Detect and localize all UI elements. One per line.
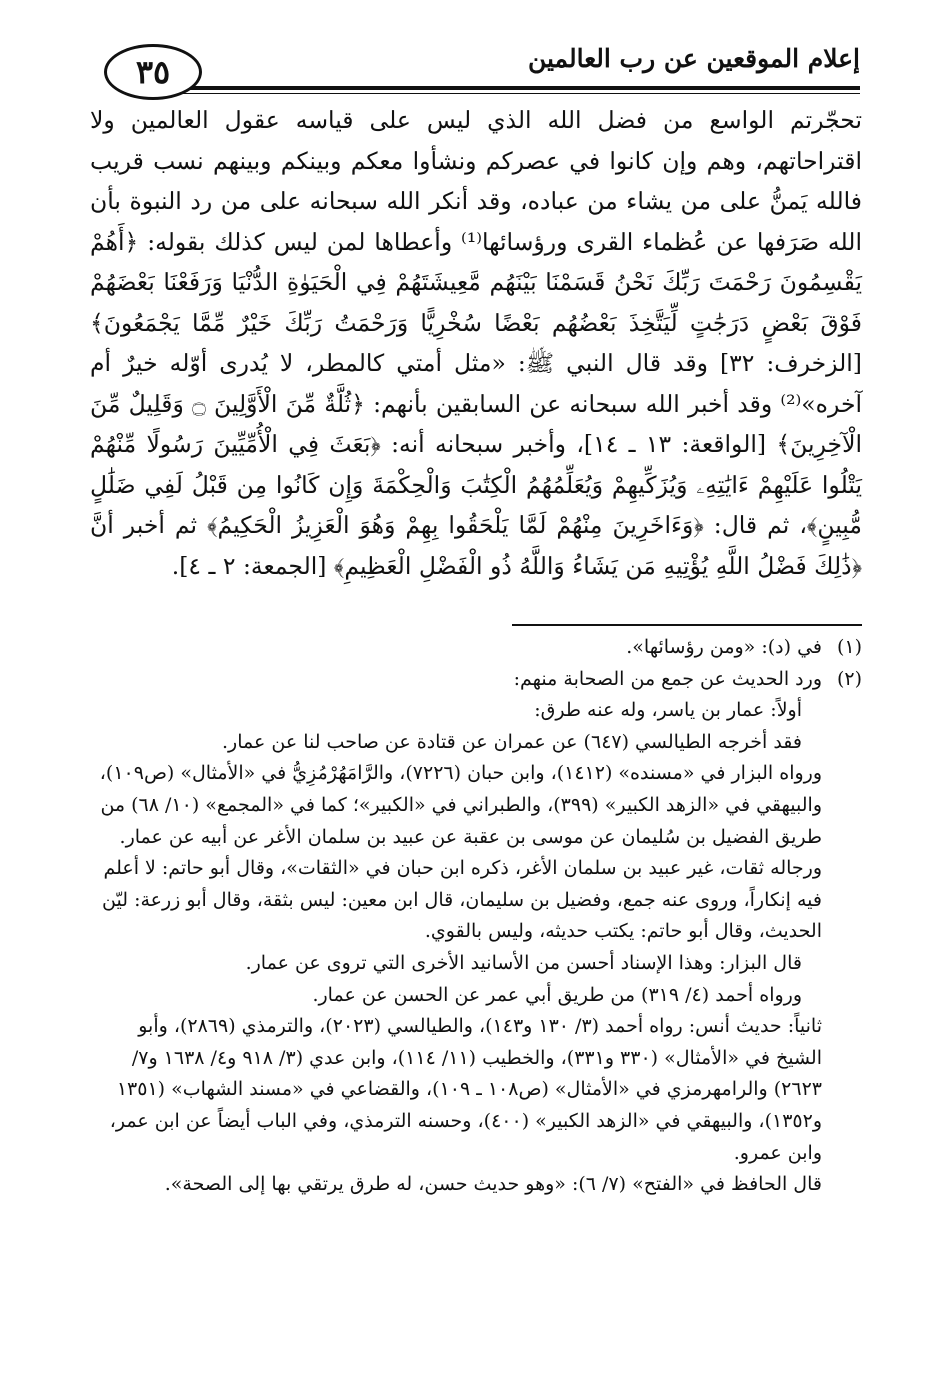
footnote-1-marker: (١) [836,636,862,658]
page-number-badge: ٣٥ [104,44,202,100]
footnote-2-para-8: قال الحافظ في «الفتح» (٧/ ٦): «وهو حديث حسن، له طرق يرتقي بها إلى الصحة». [164,1173,822,1196]
footnote-2-para-7: ثانياً: حديث أنس: رواه أحمد (٣/ ١٣٠ و١٤٣)، والطيالسي (٢٠٢٣)، والترمذي (٢٨٦٩)، وأبو الشيخ في «الأمثال» (٣٣٠ و٣٣١)، والخطيب (١١/ ١١٤)، وابن عدي (٣/ ٩١٨ و٤/ ١٦٣٨ و٧/ ٢٦٢٣) والرامهرمزي في «الأمثال» (ص١٠٨ ـ ١٠٩)، والقضاعي في «مسند الشهاب» (١٣٥١ و١٣٥٢)، والبيهقي في «الزهد الكبير» (٤٠٠)، وحسنه الترمذي، وفي الباب أيضاً عن ابن عمر، وابن عمرو. [109,1015,822,1164]
page-header [88,36,860,96]
footnote-2-para-2: فقد أخرجه الطيالسي (٦٤٧) عن عمران عن قتادة عن صاحب لنا عن عمار. [221,730,802,753]
footnote-1-text: في (د): «ومن رؤسائها». [626,636,822,658]
footnote-2-para-5: قال البزار: وهذا الإسناد أحسن من الأسانيد الأخرى التي تروى عن عمار. [245,951,802,974]
footnote-1 [88,632,862,664]
footnote-2 [88,664,862,696]
header-rule-thin [178,93,860,94]
footnotes [88,632,862,1201]
footnote-2-marker: (٢) [836,667,862,690]
footnote-2-text: ورد الحديث عن جمع من الصحابة منهم: [513,667,822,690]
footnote-2-para-4: ورجاله ثقات، غير عبيد بن سلمان الأغر، ذكره ابن حبان في «الثقات»، وقال أبو حاتم: لا أعلم فيه إنكاراً، وروى عنه جمع، وفضيل بن سليمان، قال ابن معين: ليس بثقة، وقال أبو زرعة: ليّن الحديث، وقال أبو حاتم: يكتب حديثه، وليس بالقوي. [102,857,822,943]
running-head-title: إعلام الموقعين عن رب العالمين [527,44,860,73]
header-rule-thick [178,86,860,90]
footnote-separator [512,624,862,626]
main-text [90,100,862,586]
footnote-2-para-3: ورواه البزار في «مسنده» (١٤١٢)، وابن حبان (٧٢٢٦)، والرَّامَهُرْمُزِيُّ في «الأمثال» (ص١٠٩)، والبيهقي في «الزهد الكبير» (٣٩٩)، والطبراني في «الكبير»؛ كما في «المجمع» (١٠/ ٦٨) من طريق الفضيل بن سُليمان عن موسى بن عقبة عن عبيد بن سلمان الأغر عن أبيه عن عمار. [99,762,822,848]
footnote-2-para-1: أولاً: عمار بن ياسر، وله عنه طرق: [534,699,802,722]
footnote-2-para-6: ورواه أحمد (٤/ ٣١٩) من طريق أبي عمر عن الحسن عن عمار. [312,983,802,1006]
main-paragraph: تحجّرتم الواسع من فضل الله الذي ليس على قياسه عقول العالمين ولا اقتراحاتهم، وهم وإن كانوا في عصركم ونشأوا معكم وبينكم وبينهم نسب قريب فالله يَمنُّ على من يشاء من عباده، وقد أنكر الله سبحانه على من رد النبوة بأن الله صَرَفها عن عُظماء القرى ورؤسائها⁽¹⁾ وأعطاها لمن ليس كذلك بقوله: ﴿أَهُمْ يَقْسِمُونَ رَحْمَتَ رَبِّكَ نَحْنُ قَسَمْنَا بَيْنَهُم مَّعِيشَتَهُمْ فِي الْحَيَوٰةِ الدُّنْيَا وَرَفَعْنَا بَعْضَهُمْ فَوْقَ بَعْضٍ دَرَجَٰتٍ لِّيَتَّخِذَ بَعْضُهُم بَعْضًا سُخْرِيًّا وَرَحْمَتُ رَبِّكَ خَيْرٌ مِّمَّا يَجْمَعُونَ﴾ [الزخرف: ٣٢] وقد قال النبي ﷺ: «مثل أمتي كالمطر، لا يُدرى أوّله خيرٌ أم آخره»⁽²⁾ وقد أخبر الله سبحانه عن السابقين بأنهم: ﴿ثُلَّةٌ مِّنَ الْأَوَّلِينَ ۝ وَقَلِيلٌ مِّنَ الْآخِرِينَ﴾ [الواقعة: ١٣ ـ ١٤]، وأخبر سبحانه أنه: ﴿بَعَثَ فِي الْأُمِّيِّينَ رَسُولًا مِّنْهُمْ يَتْلُوا عَلَيْهِمْ ءَايَٰتِهِۦ وَيُزَكِّيهِمْ وَيُعَلِّمُهُمُ الْكِتَٰبَ وَالْحِكْمَةَ وَإِن كَانُوا مِن قَبْلُ لَفِي ضَلَٰلٍ مُّبِينٍ﴾، ثم قال: ﴿وَءَاخَرِينَ مِنْهُمْ لَمَّا يَلْحَقُوا بِهِمْ وَهُوَ الْعَزِيزُ الْحَكِيمُ﴾ ثم أخبر أنَّ ﴿ذَٰلِكَ فَضْلُ اللَّهِ يُؤْتِيهِ مَن يَشَاءُ وَاللَّهُ ذُو الْفَضْلِ الْعَظِيمِ﴾ [الجمعة: ٢ ـ ٤]. [90,106,863,580]
